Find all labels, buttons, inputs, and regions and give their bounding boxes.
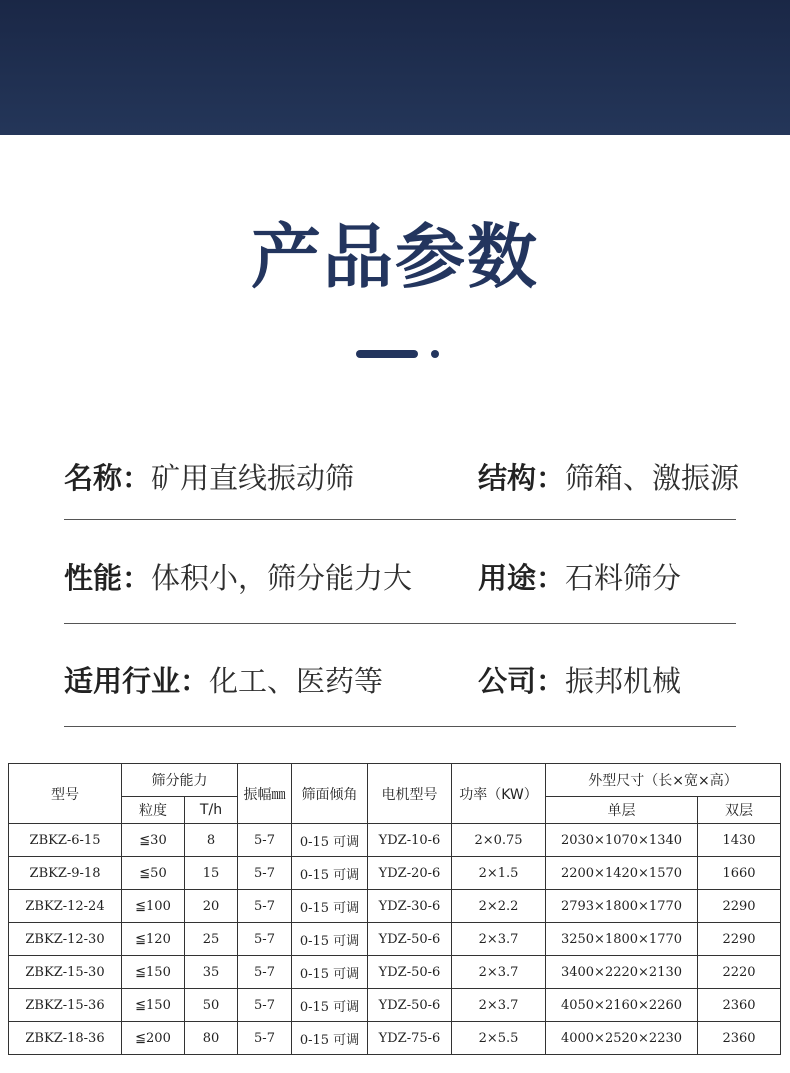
cell-double: 2220 [698, 956, 781, 989]
cell-granularity: ≦150 [122, 956, 185, 989]
cell-motor: YDZ-50-6 [368, 989, 452, 1022]
cell-throughput: 8 [185, 824, 238, 857]
cell-model: ZBKZ-6-15 [9, 824, 122, 857]
info-industry [64, 661, 383, 701]
cell-power: 2×3.7 [452, 956, 546, 989]
cell-motor: YDZ-30-6 [368, 890, 452, 923]
header-single: 单层 [546, 797, 698, 824]
cell-double: 2290 [698, 890, 781, 923]
info-structure [478, 458, 739, 498]
cell-double: 2360 [698, 989, 781, 1022]
info-value: 化工、医药等 [209, 664, 384, 698]
cell-model: ZBKZ-15-36 [9, 989, 122, 1022]
cell-single: 2200×1420×1570 [546, 857, 698, 890]
cell-single: 4000×2520×2230 [546, 1022, 698, 1055]
cell-motor: YDZ-50-6 [368, 956, 452, 989]
table-row [9, 824, 781, 857]
cell-amplitude: 5-7 [238, 956, 292, 989]
cell-motor: YDZ-50-6 [368, 923, 452, 956]
cell-double: 1430 [698, 824, 781, 857]
header-capacity: 筛分能力 [122, 764, 238, 797]
cell-motor: YDZ-20-6 [368, 857, 452, 890]
cell-granularity: ≦30 [122, 824, 185, 857]
cell-model: ZBKZ-12-24 [9, 890, 122, 923]
table-header-row [9, 764, 781, 797]
info-name [64, 458, 354, 498]
header-throughput: T/h [185, 797, 238, 824]
info-key: 公司： [478, 664, 566, 698]
info-value: 体积小，筛分能力大 [151, 561, 413, 595]
header-double: 双层 [698, 797, 781, 824]
cell-amplitude: 5-7 [238, 857, 292, 890]
cell-single: 2793×1800×1770 [546, 890, 698, 923]
header-power: 功率（KW） [452, 764, 546, 824]
info-key: 性能： [64, 561, 152, 595]
header-dimensions: 外型尺寸（长×宽×高） [546, 764, 781, 797]
cell-throughput: 20 [185, 890, 238, 923]
info-key: 名称： [64, 461, 152, 495]
info-value: 石料筛分 [565, 561, 682, 595]
cell-amplitude: 5-7 [238, 989, 292, 1022]
table-row [9, 989, 781, 1022]
cell-double: 1660 [698, 857, 781, 890]
cell-throughput: 15 [185, 857, 238, 890]
title-underline-bar [356, 350, 418, 358]
cell-model: ZBKZ-15-30 [9, 956, 122, 989]
cell-motor: YDZ-10-6 [368, 824, 452, 857]
cell-single: 3250×1800×1770 [546, 923, 698, 956]
cell-power: 2×3.7 [452, 923, 546, 956]
info-key: 用途： [478, 561, 566, 595]
cell-angle: 0-15 可调 [292, 923, 368, 956]
cell-amplitude: 5-7 [238, 890, 292, 923]
cell-power: 2×5.5 [452, 1022, 546, 1055]
cell-amplitude: 5-7 [238, 824, 292, 857]
cell-single: 4050×2160×2260 [546, 989, 698, 1022]
table-row [9, 956, 781, 989]
info-row [64, 661, 736, 721]
cell-throughput: 50 [185, 989, 238, 1022]
cell-double: 2290 [698, 923, 781, 956]
cell-model: ZBKZ-18-36 [9, 1022, 122, 1055]
cell-single: 2030×1070×1340 [546, 824, 698, 857]
cell-angle: 0-15 可调 [292, 824, 368, 857]
table-row [9, 857, 781, 890]
table-row [9, 890, 781, 923]
cell-angle: 0-15 可调 [292, 989, 368, 1022]
info-value: 矿用直线振动筛 [151, 461, 355, 495]
info-performance [64, 558, 412, 598]
cell-amplitude: 5-7 [238, 1022, 292, 1055]
table-row [9, 1022, 781, 1055]
header-model: 型号 [9, 764, 122, 824]
cell-model: ZBKZ-12-30 [9, 923, 122, 956]
spec-table [8, 763, 781, 1055]
cell-power: 2×0.75 [452, 824, 546, 857]
header-banner [0, 0, 790, 135]
cell-power: 2×1.5 [452, 857, 546, 890]
divider [64, 726, 736, 727]
info-row [64, 558, 736, 618]
table-row [9, 923, 781, 956]
cell-granularity: ≦50 [122, 857, 185, 890]
divider [64, 623, 736, 624]
cell-model: ZBKZ-9-18 [9, 857, 122, 890]
cell-granularity: ≦150 [122, 989, 185, 1022]
cell-granularity: ≦200 [122, 1022, 185, 1055]
cell-throughput: 25 [185, 923, 238, 956]
cell-angle: 0-15 可调 [292, 1022, 368, 1055]
cell-angle: 0-15 可调 [292, 857, 368, 890]
cell-throughput: 80 [185, 1022, 238, 1055]
info-value: 筛箱、激振源 [565, 461, 740, 495]
title-underline-dot [431, 350, 439, 358]
cell-angle: 0-15 可调 [292, 890, 368, 923]
cell-motor: YDZ-75-6 [368, 1022, 452, 1055]
header-motor: 电机型号 [368, 764, 452, 824]
cell-double: 2360 [698, 1022, 781, 1055]
cell-amplitude: 5-7 [238, 923, 292, 956]
table-body [9, 824, 781, 1055]
info-usage [478, 558, 681, 598]
info-key: 适用行业： [64, 664, 210, 698]
info-row [64, 458, 740, 518]
cell-power: 2×3.7 [452, 989, 546, 1022]
header-amplitude: 振幅㎜ [238, 764, 292, 824]
info-value: 振邦机械 [565, 664, 682, 698]
header-angle: 筛面倾角 [292, 764, 368, 824]
cell-throughput: 35 [185, 956, 238, 989]
info-company [478, 661, 681, 701]
header-granularity: 粒度 [122, 797, 185, 824]
cell-power: 2×2.2 [452, 890, 546, 923]
info-key: 结构： [478, 461, 566, 495]
page-title: 产品参数 [251, 216, 539, 298]
cell-single: 3400×2220×2130 [546, 956, 698, 989]
divider [64, 519, 736, 520]
cell-granularity: ≦100 [122, 890, 185, 923]
cell-angle: 0-15 可调 [292, 956, 368, 989]
cell-granularity: ≦120 [122, 923, 185, 956]
